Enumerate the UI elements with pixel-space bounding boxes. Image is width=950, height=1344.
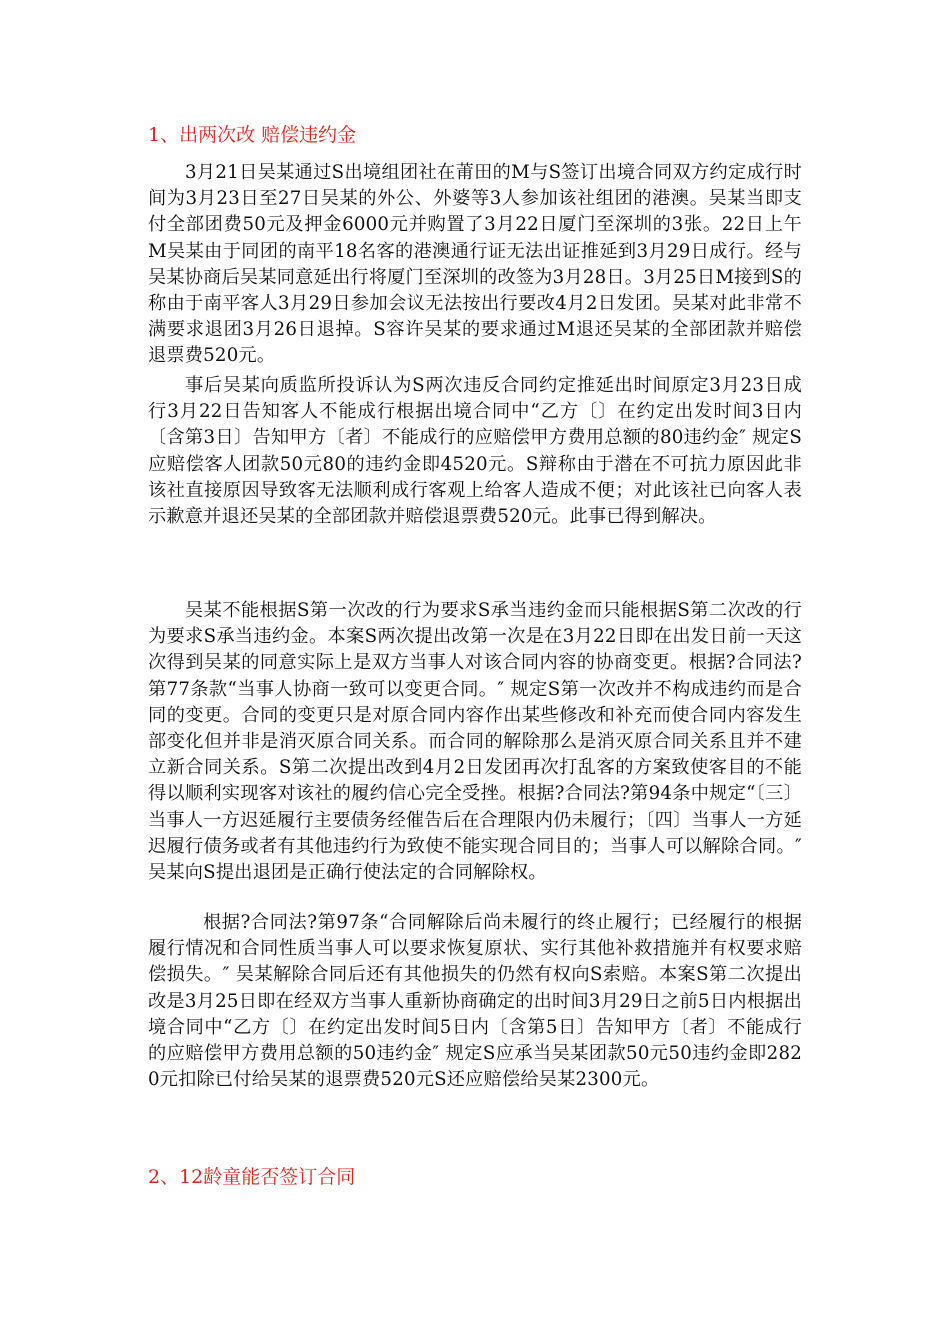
paragraph-3: 吴某不能根据S第一次改的行为要求S承当违约金而只能根据S第二次改的行为要求S承当违约金。本案S两次提出改第一次是在3月22日即在出发日前一天这次得到吴某的同意实际上是双方当事人对该合同内容的协商变更。根据?合同法?第77条款“当事人协商一致可以变更合同。″ 规定S第一次改并不构成违约而是合同的变更。合同的变更只是对原合同内容作出某些修改和补充而使合同内容发生部变化但并非是消灭原合同关系。而合同的解除那么是消灭原合同关系且并不建立新合同关系。S第二次提出改到4月2日发团再次打乱客的方案致使客目的不能得以顺利实现客对该社的履约信心完全受挫。根据?合同法?第94条中规定“〔三〕当事人一方迟延履行主要债务经催告后在合理限内仍未履行；〔四〕当事人一方延迟履行债务或者有其他违约行为致使不能实现合同目的；当事人可以解除合同。″ 吴某向S提出退团是正确行使法定的合同解除权。 <box>148 600 802 884</box>
paragraph-4: 根据?合同法?第97条“合同解除后尚未履行的终止履行；已经履行的根据履行情况和合同性质当事人可以要求恢复原状、实行其他补救措施并有权要求赔偿损失。″ 吴某解除合同后还有其他损失的仍然有权向S索赔。本案S第二次提出改是3月25日即在经双方当事人重新协商确定的出时间3月29日之前5日内根据出境合同中“乙方〔〕在约定出发时间5日内〔含第5日〕告知甲方〔者〕不能成行的应赔偿甲方费用总额的50违约金″ 规定S应承当吴某团款50元50违约金即2820元扣除已付给吴某的退票费520元S还应赔偿给吴某2300元。 <box>148 912 802 1091</box>
paragraph-1: 3月21日吴某通过S出境组团社在莆田的M与S签订出境合同双方约定成行时间为3月23日至27日吴某的外公、外婆等3人参加该社组团的港澳。吴某当即支付全部团费50元及押金6000元并购置了3月22日厦门至深圳的3张。22日上午M吴某由于同团的南平18名客的港澳通行证无法出证推延到3月29日成行。经与吴某协商后吴某同意延出行将厦门至深圳的改签为3月28日。3月25日M接到S的称由于南平客人3月29日参加会议无法按出行要改4月2日发团。吴某对此非常不满要求退团3月26日退掉。S容许吴某的要求通过M退还吴某的全部团款并赔偿退票费520元。 <box>148 162 802 367</box>
section-1-heading: 1、出两次改 赔偿违约金 <box>148 124 357 146</box>
section-2-heading: 2、12龄童能否签订合同 <box>148 1166 356 1188</box>
paragraph-2: 事后吴某向质监所投诉认为S两次违反合同约定推延出时间原定3月23日成行3月22日告知客人不能成行根据出境合同中“乙方〔〕在约定出发时间3日内〔含第3日〕告知甲方〔者〕不能成行的应赔偿甲方费用总额的80违约金″ 规定S应赔偿客人团款50元80的违约金即4520元。S辩称由于潜在不可抗力原因此非该社直接原因导致客无法顺利成行客观上给客人造成不便；对此该社已向客人表示歉意并退还吴某的全部团款并赔偿退票费520元。此事已得到解决。 <box>148 375 802 528</box>
